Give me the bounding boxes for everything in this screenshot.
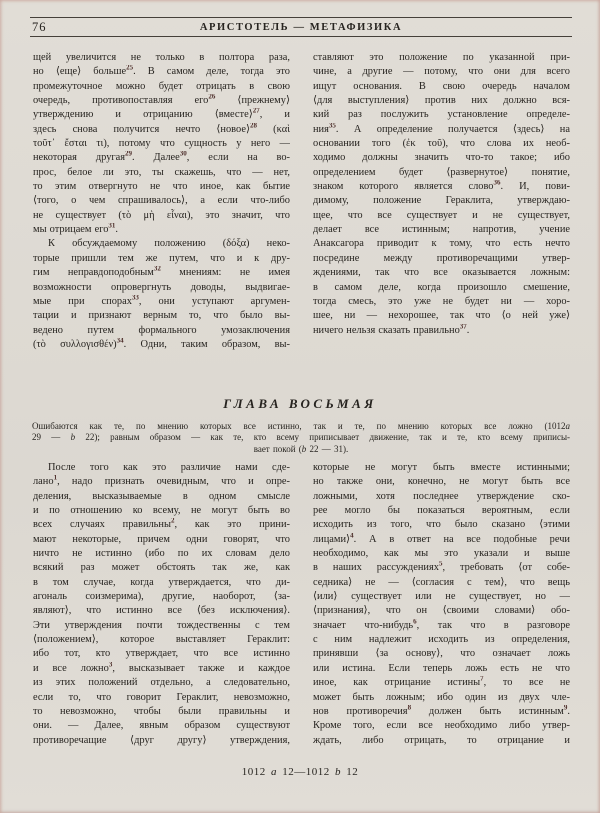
text-line: знаком которого является слово$^{36}$. И, пови-	[313, 180, 570, 193]
text-line: ибо тот, кто утверждает, что все истинно	[33, 648, 290, 660]
text-line: лано$^1$, надо признать очевидным, что и опре-	[33, 475, 290, 488]
text-line: утверждению и отрицанию ⟨вместе⟩$^{27}$, и	[33, 108, 290, 121]
text-line: определением будет ⟨развернутое⟩ понятие,	[313, 166, 570, 178]
summary-line: Ошибаются как те, по мнению которых все истинно, так и те, по мнению которых все ложно (1012a	[32, 421, 570, 431]
upper-text-section	[33, 51, 570, 352]
text-line: делает все истинным; напротив, учение	[313, 224, 570, 236]
summary-line: 29 — b 22); равным образом — как те, кто всему приписывает движение, так и те, кто всему приписы-	[32, 432, 570, 443]
text-line: гим неправдоподобным$^{32}$ мнениям: не имея	[33, 266, 290, 279]
text-line: ничего нельзя сказать правильно$^{37}$.	[313, 323, 470, 336]
text-line: К обсуждаемому положению (δόξα) неко-	[48, 238, 290, 250]
text-line: ⟨положением⟩, которое выставляет Гераклит:	[33, 634, 290, 646]
text-line: но также они, конечно, не могут быть все	[313, 476, 570, 488]
text-line: ⟨признания⟩, что он ⟨своими словами⟩ обо-	[313, 605, 570, 617]
text-line: ведено путем формального умозаключения	[33, 324, 290, 336]
text-line: в том случае, когда утверждается, что ди-	[33, 576, 290, 588]
text-line: всякий раз может обстоять так же, как	[33, 562, 290, 574]
text-line: которые не могут быть вместе истинными;	[313, 462, 570, 473]
text-line: очередь, противопоставляя его$^{26}$ ⟨прежнему⟩	[33, 94, 290, 107]
text-line: но ⟨еще⟩ больше$^{25}$. В самом деле, тогда это	[33, 65, 290, 78]
text-line: ⟨или⟩ существует или не существует, но —	[313, 591, 570, 603]
upper-left-column	[33, 51, 290, 352]
text-line: возможности опровергнуть доводы, выдвигае-	[33, 281, 290, 293]
text-line: может быть ложным; ибо один из двух чле-	[313, 691, 570, 703]
text-line: ничто не истинно (ибо по их словам дело	[33, 548, 290, 560]
text-line: шее, ни — нехорошее, так что ⟨о ней уже⟩	[313, 310, 570, 322]
text-line: или истина. Если теперь ложь есть не что	[313, 662, 570, 674]
text-line: тации и признают верным то, что было вы-	[33, 310, 290, 322]
page-header	[30, 17, 572, 37]
text-line: с ним надлежит исходить из определения,	[313, 634, 570, 646]
text-line: (τὸ συλλογισθέν)$^{34}$. Одни, таким образом, вы-	[33, 337, 290, 350]
text-line: нов противоречия$^8$ должен быть истинным$^9$.	[313, 704, 570, 717]
text-line: промежуточное можно будет отрицать в свою	[33, 80, 290, 92]
text-line: Кроме того, если все необходимо либо утвер-	[313, 720, 570, 732]
text-line: τοῦτ᾽ ἔσται τι), потому что сущность у него —	[33, 138, 290, 150]
text-line: противоречащие ⟨друг другу⟩ утверждения,	[33, 734, 290, 746]
text-line: они. — Далее, явным образом существуют	[33, 720, 290, 732]
text-line: ⟨для выступления⟩ против них должно вся-	[313, 95, 570, 107]
header-rule-bottom	[30, 36, 572, 37]
text-line: ⟨того, о чем спрашивалось⟩, а если что-либо	[33, 195, 290, 207]
text-line: являют⟩, что истинно все ⟨без исключения⟩.	[33, 605, 290, 617]
lower-text-section	[33, 461, 570, 748]
text-line: то этим отвергнуто не что иное, как бытие	[33, 181, 290, 193]
text-line: значает что-нибудь$^6$, так что в разговоре	[313, 618, 570, 631]
text-line: прос, белое ли это, ты скажешь, что — нет,	[33, 166, 290, 178]
chapter-summary	[32, 421, 570, 455]
summary-line: вает покой (b 22 — 31).	[253, 443, 349, 454]
text-line: рее могло бы показаться вероятным, если	[313, 505, 570, 517]
text-line: некоторая другая$^{29}$. Далее$^{30}$, если на во-	[33, 151, 290, 164]
text-line: деления, высказываемые в одном смысле	[33, 490, 290, 502]
text-line: седника⟩ не — ⟨согласия с тем⟩, что вещь	[313, 576, 570, 588]
text-line: здесь снова получится нечто ⟨новое⟩$^{28}$ (καὶ	[33, 122, 290, 135]
text-line: мают некоторые, причем одни говорят, что	[33, 533, 290, 545]
text-line: торые пришли тем же путем, что и к дру-	[33, 252, 290, 264]
text-line: щей увеличится не только в полтора раза,	[33, 52, 290, 63]
running-title: АРИСТОТЕЛЬ — МЕТАФИЗИКА	[199, 22, 403, 33]
text-line: то невозможно, чтобы были правильны и	[33, 705, 290, 717]
text-line: необходимо, как мы это указали и выше	[313, 548, 570, 560]
text-line: иное, как отрицание истины$^7$, то все не	[313, 676, 570, 689]
text-line: из этих положений отдельно, а следовательно,	[33, 677, 290, 689]
upper-right-column	[313, 51, 570, 352]
text-line: если то, что говорит Гераклит, невозможно,	[33, 691, 290, 703]
text-line: в самом деле, когда произошло смешение,	[313, 281, 570, 293]
text-line: агональ соизмерима), другие, наоборот, ⟨за-	[33, 591, 290, 603]
text-line: ждениями, так что все оказывается ложным:	[313, 267, 570, 279]
text-line: посредине между противоречащими утвер-	[313, 252, 570, 264]
text-line: в наших рассуждениях$^5$, требовать ⟨от собе-	[313, 561, 570, 574]
text-line: принявши ⟨за основу⟩, что означает ложь	[313, 648, 570, 660]
text-line: димому, положение Гераклита, утверждаю-	[313, 195, 570, 207]
text-line: После того как это различие нами сде-	[48, 462, 290, 473]
text-line: ния$^{35}$. А определение получается ⟨здесь⟩ на	[313, 122, 570, 135]
text-line: ищут основания. В свою очередь началом	[313, 80, 570, 92]
text-line: ходимо должны значить что-то такое; ибо	[313, 152, 570, 164]
text-line: всех случаях правильны$^2$, как это прини-	[33, 518, 290, 531]
lower-left-column	[33, 461, 290, 748]
text-line: тогда смесь, это уже не будет ни — хоро-	[313, 295, 570, 307]
text-line: кий раз послужить установление определе-	[313, 109, 570, 121]
text-line: и все ложно$^3$, высказывает также и каждое	[33, 661, 290, 674]
page-number: 76	[32, 20, 47, 34]
chapter-heading: ГЛАВА ВОСЬМАЯ	[223, 396, 377, 411]
text-line: Анаксагора приводит к тому, что есть нечто	[313, 238, 570, 250]
text-line: ложными, хотя последнее утверждение ско-	[313, 490, 570, 502]
lower-right-column	[313, 461, 570, 748]
header-row	[30, 18, 572, 36]
text-line: не существует (τὸ μὴ εἶναι), это значит, что	[33, 209, 290, 221]
text-line: щее, что все существует и не существует,	[313, 209, 570, 221]
text-line: лицами⟩$^4$. А в ответ на все подобные речи	[313, 532, 570, 545]
text-line: Эти утверждения почти тождественны с тем	[33, 619, 290, 631]
text-line: основании того (ἐκ τοῦ), что слова их необ-	[313, 138, 570, 150]
text-line: ждать, либо отрицать, то отрицание и	[313, 734, 570, 746]
text-line: исходить из того, что было сказано ⟨этими	[313, 519, 570, 531]
text-line: чине, а другие — потому, что они для всего	[313, 66, 570, 78]
text-line: мы отрицаем его$^{31}$.	[33, 223, 119, 236]
text-line: мые при спорах$^{33}$, они уступают аргумен-	[33, 294, 290, 307]
text-line: и по отношению ко всему, не могут быть во	[33, 505, 290, 517]
bekker-line-footer: 1012 a 12—1012 b 12	[241, 766, 359, 778]
text-line: ставляют это положение по указанной при-	[313, 52, 570, 63]
